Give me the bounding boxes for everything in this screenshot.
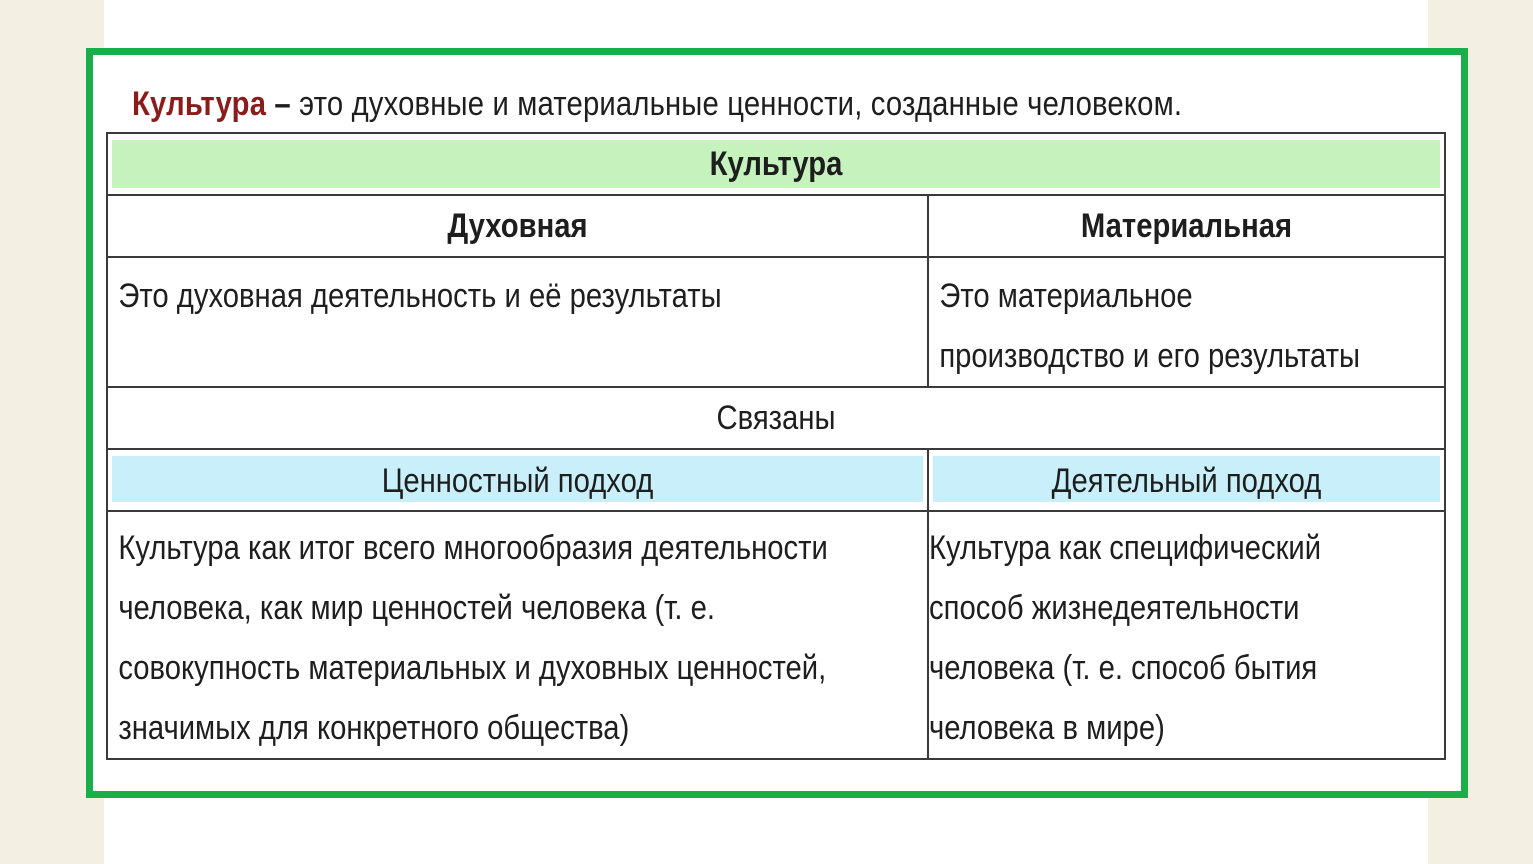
description-spiritual-text [108, 258, 812, 326]
table-title-cell [107, 133, 1445, 195]
approach-value-line: Культура как итог всего многообразия деятельности [118, 529, 828, 567]
approach-value-label: Ценностный подход [381, 462, 654, 500]
table-header-row [107, 195, 1445, 257]
approach-value-line: человека, как мир ценностей человека (т. е. [118, 589, 715, 627]
definition-term: Культура [132, 85, 267, 123]
table-approach-text-row [107, 511, 1445, 759]
approach-activity-band [933, 456, 1440, 502]
table-link-row [107, 387, 1445, 449]
header-material-label: Материальная [1080, 207, 1293, 245]
header-spiritual [107, 195, 928, 257]
approach-activity-cell [928, 449, 1445, 511]
definition-text: это духовные и материальные ценности, созданные человеком. [299, 85, 1183, 123]
link-label: Связаны [716, 399, 836, 437]
approach-value-text [108, 512, 828, 758]
approach-activity-line: человека в мире) [929, 709, 1165, 747]
approach-activity-line: человека (т. е. способ бытия [929, 649, 1318, 687]
approach-value-text-cell [107, 511, 928, 759]
table-title-band [112, 140, 1440, 188]
table-title-row [107, 133, 1445, 195]
definition-dash: – [266, 85, 300, 123]
description-material-text [929, 258, 1372, 386]
approach-value-line: значимых для конкретного общества) [118, 709, 630, 747]
approach-value-line: совокупность материальных и духовных ценностей, [118, 649, 827, 687]
approach-activity-label: Деятельный подход [1051, 462, 1322, 500]
approach-activity-line: Культура как специфический [929, 529, 1322, 567]
link-cell [107, 387, 1445, 449]
culture-table [106, 132, 1446, 760]
table-title: Культура [709, 145, 843, 183]
description-spiritual [107, 257, 928, 387]
approach-activity-line: способ жизнедеятельности [929, 589, 1300, 627]
table-approach-row [107, 449, 1445, 511]
approach-activity-text-cell [928, 511, 1445, 759]
approach-activity-text [929, 512, 1372, 758]
approach-value-cell [107, 449, 928, 511]
header-material [928, 195, 1445, 257]
description-spiritual-line: Это духовная деятельность и её результаты [118, 277, 722, 315]
description-material-line: производство и его результаты [939, 337, 1361, 375]
definition-line [132, 78, 1207, 130]
description-material-line: Это материальное [939, 277, 1193, 315]
approach-value-band [112, 456, 923, 502]
description-material [928, 257, 1445, 387]
table-description-row [107, 257, 1445, 387]
header-spiritual-label: Духовная [447, 207, 588, 245]
